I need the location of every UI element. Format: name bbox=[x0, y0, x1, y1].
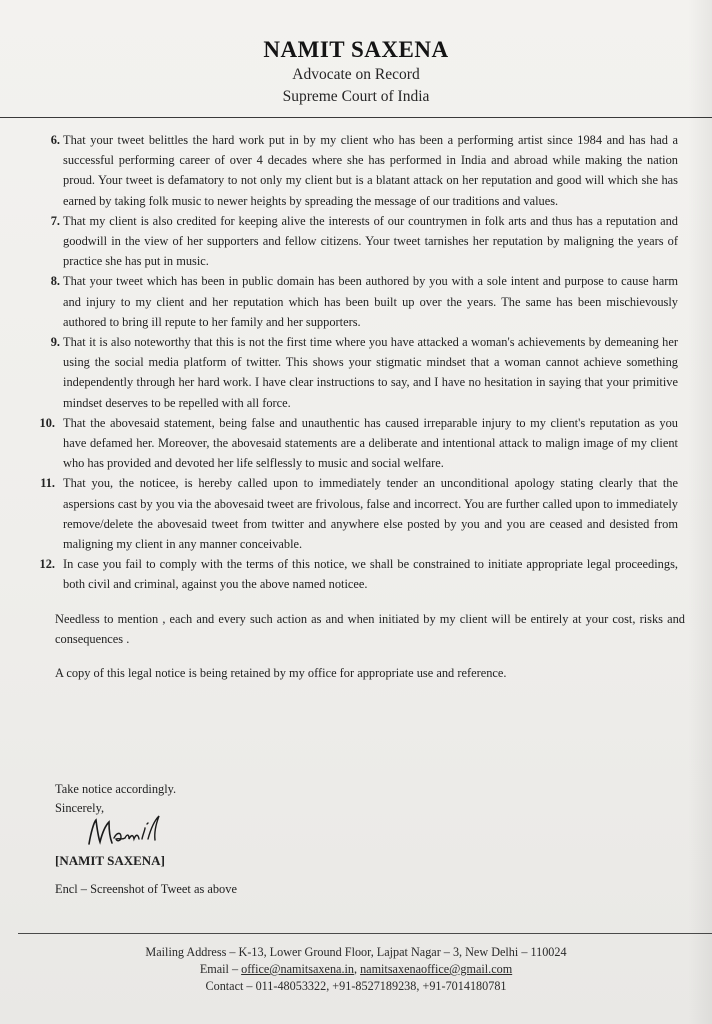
copy-retained: A copy of this legal notice is being retained by my office for appropriate use and reference. bbox=[55, 666, 507, 681]
take-notice: Take notice accordingly. bbox=[55, 782, 177, 796]
signature-block bbox=[55, 780, 177, 868]
needless-to-mention: Needless to mention , each and every such action as and when initiated by my client will be entirely at your cost, risks and consequences . bbox=[55, 611, 685, 646]
letterhead-title: Advocate on Record bbox=[292, 66, 420, 83]
paragraph-number: 8. bbox=[50, 274, 60, 289]
paragraph-text: That your tweet belittles the hard work put in by my client who has been a performing artist since 1984 and has had a successful performing career of over 4 decades where she has performed in India and abroad while making the nation proud. Your tweet is defamatory to not only my client but is a blatant attack on her reputation and good will which she has earned by taking folk music to newer heights by spreading the message of our traditions and values. bbox=[63, 133, 678, 208]
letterhead-footer bbox=[0, 944, 712, 995]
letterhead-court: Supreme Court of India bbox=[282, 88, 430, 105]
signer-name: [NAMIT SAXENA] bbox=[55, 853, 165, 868]
footer-divider bbox=[18, 933, 712, 934]
mailing-address: Mailing Address – K-13, Lower Ground Floor, Lajpat Nagar – 3, New Delhi – 110024 bbox=[145, 945, 567, 959]
paragraph-text: In case you fail to comply with the terms of this notice, we shall be constrained to initiate appropriate legal proceedings, both civil and criminal, against you the above named noticee. bbox=[63, 557, 678, 592]
paragraph-9 bbox=[50, 332, 678, 413]
letterhead-name: NAMIT SAXENA bbox=[263, 37, 449, 62]
paragraph-text: That you, the noticee, is hereby called upon to immediately tender an unconditional apology stating clearly that the aspersions cast by you via the abovesaid tweet are frivolous, false and incorrect. You are further called upon to immediately remove/delete the abovesaid tweet from twitter and anywhere else posted by you and you are ceased and desisted from maligning my client in any manner conceivable. bbox=[63, 476, 678, 552]
paragraph-number: 6. bbox=[50, 133, 60, 147]
paragraph-7 bbox=[50, 211, 678, 272]
office-email-link[interactable]: office@namitsaxena.in bbox=[241, 962, 354, 976]
sincerely: Sincerely, bbox=[55, 801, 105, 815]
notice-body bbox=[0, 130, 712, 683]
paragraph-6 bbox=[50, 130, 678, 211]
paragraph-10 bbox=[39, 413, 678, 474]
paragraph-12 bbox=[39, 554, 678, 594]
enclosure-note: Encl – Screenshot of Tweet as above bbox=[55, 882, 237, 896]
paragraph-number: 12. bbox=[39, 557, 55, 572]
email-label: Email – bbox=[199, 962, 239, 976]
contact-numbers: Contact – 011-48053322, +91-8527189238, +91-7014180781 bbox=[205, 979, 507, 993]
email-line bbox=[0, 961, 712, 978]
handwritten-signature bbox=[85, 814, 165, 852]
paragraph-text: That my client is also credited for keeping alive the interests of our countrymen in folk arts and thus has a reputation and goodwill in the view of her supporters and fellow citizens. Your tweet tarnishes her reputation by maligning the years of practice she has put in music. bbox=[63, 213, 678, 269]
paragraph-number: 10. bbox=[39, 415, 55, 430]
paragraph-11 bbox=[40, 473, 678, 554]
paragraph-text: That your tweet which has been in public domain has been authored by you with a sole intent and purpose to cause harm and injury to my client and her reputation which has been built up over the years. The same has been mischievously authored to bring ill repute to her family and her supporters. bbox=[63, 274, 678, 329]
letterhead-divider bbox=[0, 117, 712, 118]
paragraph-text: That it is also noteworthy that this is not the first time where you have attacked a woman's achievements by demeaning her using the social media platform of twitter. This shows your stigmatic mindset that a woman cannot achieve something independently through her hard work. I have clear instructions to say, and I have no hesitation in saying that your primitive mindset deserves to be repelled with all force. bbox=[63, 335, 678, 410]
email-separator: , bbox=[353, 962, 358, 976]
gmail-email-link[interactable]: namitsaxenaoffice@gmail.com bbox=[360, 962, 513, 976]
paragraph-8 bbox=[50, 271, 678, 332]
paragraph-text: That the abovesaid statement, being false and unauthentic has caused irreparable injury to my client's reputation as you have defamed her. Moreover, the abovesaid statements are a deliberate and intentional attack to malign image of my client who has provided and devoted her life selflessly to music and social welfare. bbox=[63, 415, 678, 471]
paragraph-number: 9. bbox=[50, 335, 60, 350]
paragraph-number: 7. bbox=[50, 213, 60, 228]
paragraph-number: 11. bbox=[40, 476, 55, 491]
